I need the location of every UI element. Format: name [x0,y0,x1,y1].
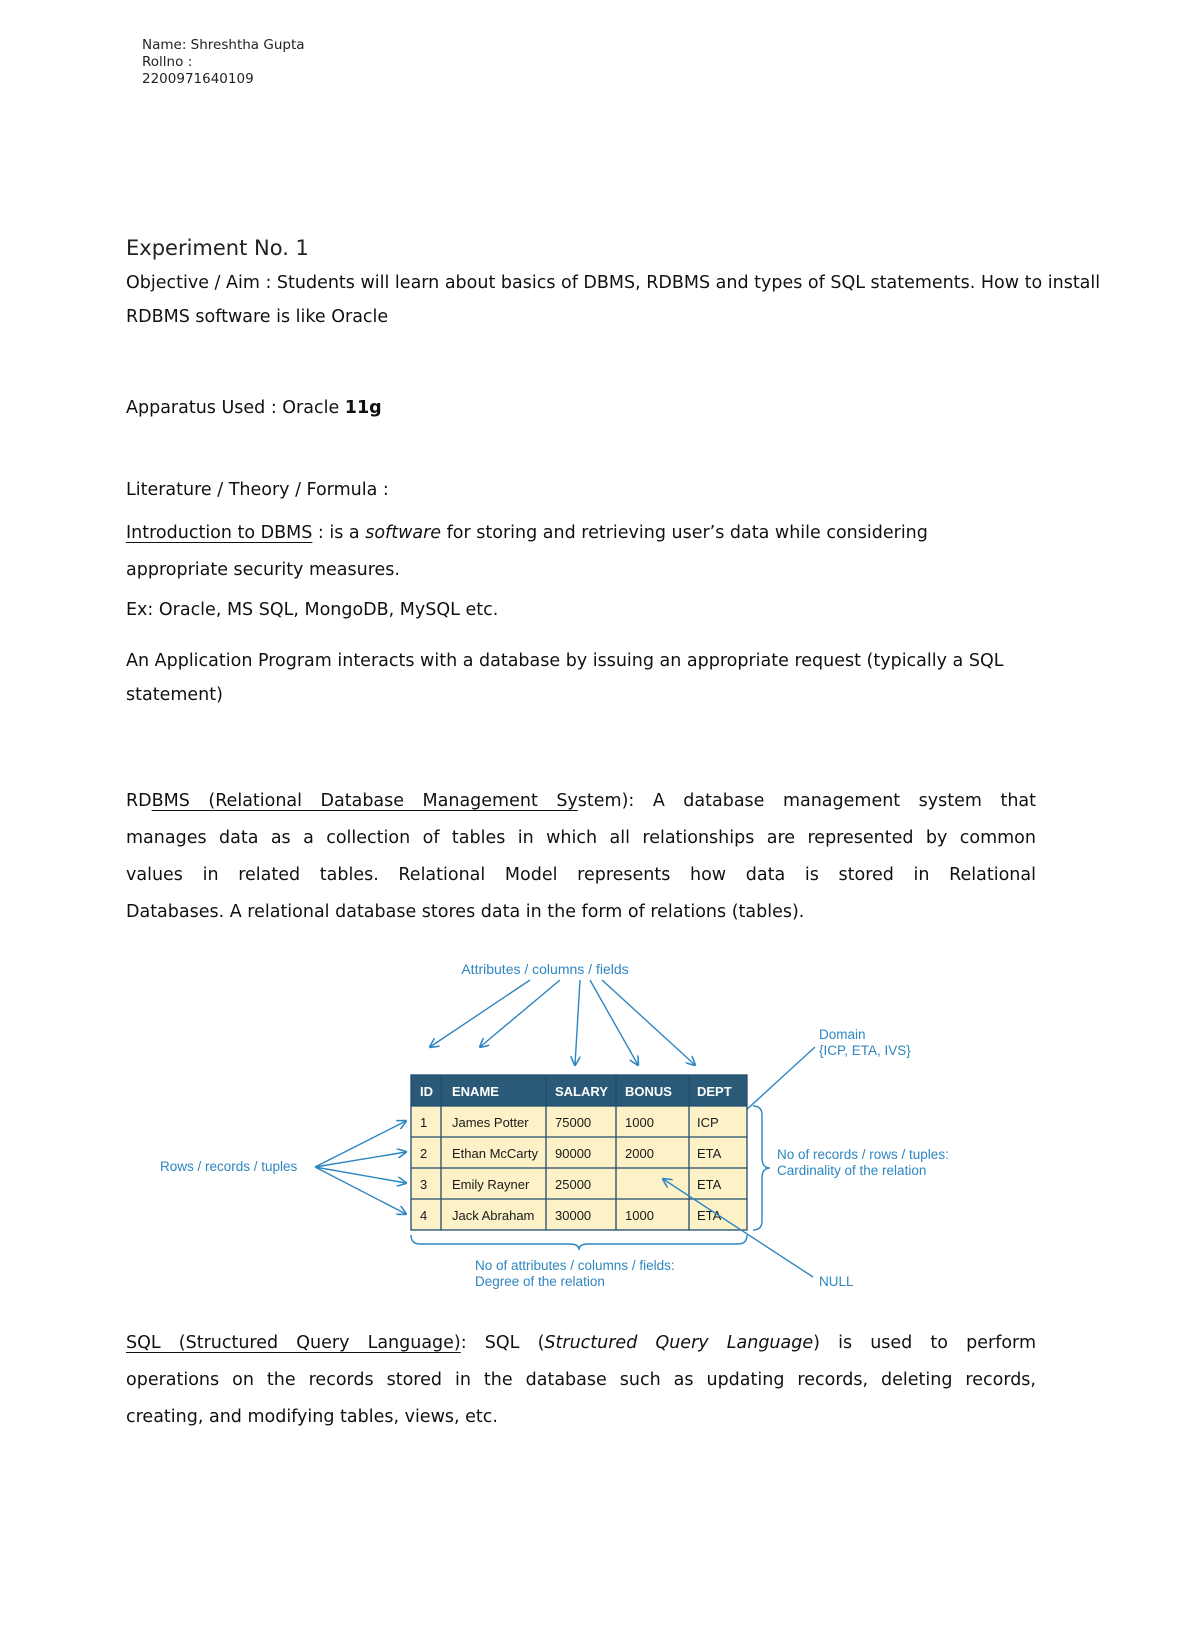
sql-line-1-italic: Structured Query Language [544,1333,814,1353]
dbms-examples: Ex: Oracle, MS SQL, MongoDB, MySQL etc. [126,600,499,620]
table-header-cell: SALARY [555,1084,608,1099]
application-paragraph [126,644,1003,712]
table-cell: Ethan McCarty [452,1146,538,1161]
table-header-cell: DEPT [697,1084,732,1099]
sql-paragraph [126,1325,1036,1436]
table-header-cell: BONUS [625,1084,672,1099]
table-cell: ETA [697,1208,722,1223]
roll-label: Rollno : [142,54,193,70]
table-cell: ETA [697,1177,722,1192]
table-cell: James Potter [452,1115,529,1130]
apparatus-label: Apparatus Used : Oracle [126,398,345,418]
table-cell: 90000 [555,1146,592,1161]
objective-line-2: RDBMS software is like Oracle [126,307,389,327]
arrow-to-salary [575,980,580,1065]
student-name: Name: Shreshtha Gupta [142,37,305,53]
degree-label-2: Degree of the relation [475,1274,605,1289]
intro-paragraph [126,515,928,589]
rdbms-line-3: values in related tables. Relational Model represents how data is stored in Relational [126,865,1036,885]
rdbms-prefix: RD [126,791,152,811]
intro-line-2: appropriate security measures. [126,560,400,580]
sql-line-1-a: : SQL ( [460,1333,545,1353]
table-cell: 25000 [555,1177,592,1192]
application-line-2: statement) [126,685,223,705]
table-cell: 1000 [625,1115,654,1130]
attributes-label: Attributes / columns / fields [461,961,629,977]
relation-table [411,1075,747,1230]
experiment-title: Experiment No. 1 [126,236,309,260]
objective-line-1: Objective / Aim : Students will learn about basics of DBMS, RDBMS and types of SQL statements. How to install [126,273,1101,293]
sql-line-1-b: ) is used to perform [813,1333,1036,1353]
table-cell: Jack Abraham [452,1208,535,1223]
sql-line-3: creating, and modifying tables, views, etc. [126,1407,498,1427]
apparatus-line [126,398,382,418]
intro-text-a: : is a [312,523,366,543]
rdbms-paragraph [126,783,1036,931]
rows-label: Rows / records / tuples [160,1159,298,1174]
rdbms-heading: BMS (Relational Database Management Sy [151,791,578,811]
arrow-to-row-3 [315,1167,406,1183]
arrow-to-id [430,980,530,1047]
cardinality-label-2: Cardinality of the relation [777,1163,927,1178]
cardinality-label-1: No of records / rows / tuples: [777,1147,949,1162]
literature-heading: Literature / Theory / Formula : [126,480,389,500]
domain-values: {ICP, ETA, IVS} [819,1043,911,1058]
cardinality-brace [753,1106,770,1230]
apparatus-version: 11g [344,398,382,418]
objective-paragraph [126,266,1100,334]
null-label: NULL [819,1274,854,1289]
arrow-to-ename [480,980,560,1047]
table-cell: 2000 [625,1146,654,1161]
roll-number: 2200971640109 [142,71,254,87]
sql-heading: SQL (Structured Query Language) [126,1333,461,1353]
table-header-cell: ID [420,1084,433,1099]
rdbms-line-4: Databases. A relational database stores data in the form of relations (tables). [126,902,805,922]
arrow-to-row-4 [315,1167,406,1214]
degree-brace [411,1235,747,1250]
rdbms-heading-tail: stem) [577,791,629,811]
application-line-1: An Application Program interacts with a database by issuing an appropriate request (typically a SQL [126,651,1004,671]
sql-line-2: operations on the records stored in the database such as updating records, deleting records, [126,1370,1036,1390]
rdbms-line-2: manages data as a collection of tables in which all relationships are represented by common [126,828,1036,848]
table-cell: Emily Rayner [452,1177,530,1192]
table-cell: 75000 [555,1115,592,1130]
attribute-arrows [430,980,695,1065]
student-header [142,37,305,88]
row-arrows [315,1121,406,1214]
table-cell: 1 [420,1115,428,1130]
table-header-cell: ENAME [452,1084,499,1099]
table-cell: 2 [420,1146,428,1161]
table-cell: 3 [420,1177,428,1192]
rdbms-line-1-rest: : A database management system that [628,791,1036,811]
degree-label-1: No of attributes / columns / fields: [475,1258,675,1273]
arrow-to-bonus [590,980,638,1065]
table-cell: ICP [697,1115,719,1130]
domain-label: Domain [819,1027,866,1042]
relation-diagram [150,955,950,1300]
intro-text-italic: software [365,523,442,543]
intro-text-b: for storing and retrieving user’s data while considering [441,523,928,543]
table-cell: 4 [420,1208,428,1223]
intro-heading: Introduction to DBMS [126,523,313,543]
table-cell: ETA [697,1146,722,1161]
table-cell: 1000 [625,1208,654,1223]
table-cell: 30000 [555,1208,592,1223]
arrow-to-dept [602,980,695,1065]
